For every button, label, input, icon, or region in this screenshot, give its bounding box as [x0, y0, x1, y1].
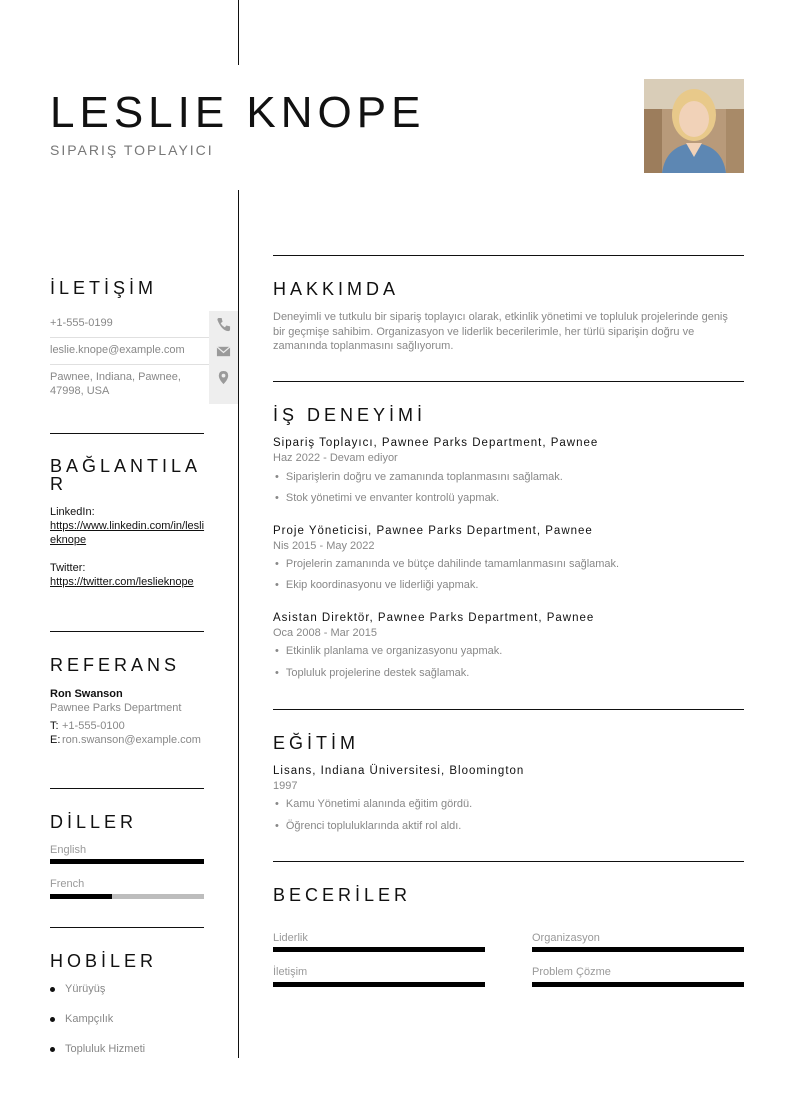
- job-1-bullet: • Siparişlerin doğru ve zamanında toplanmasını sağlamak.: [275, 471, 563, 483]
- phone-icon: [216, 317, 231, 332]
- skill-problem-solving-fill: [532, 982, 744, 987]
- profile-photo: [644, 79, 744, 173]
- skill-organization-fill: [532, 947, 744, 952]
- contact-separator: [50, 337, 209, 338]
- section-divider: [50, 433, 204, 434]
- job-3-date: Oca 2008 - Mar 2015: [273, 627, 377, 639]
- mail-icon: [216, 344, 231, 359]
- contact-email: leslie.knope@example.com: [50, 344, 185, 356]
- job-3-title: Asistan Direktör, Pawnee Parks Department, Pawnee: [273, 612, 595, 624]
- job-2-bullet: • Ekip koordinasyonu ve liderliği yapmak.: [275, 579, 478, 591]
- reference-email-label: E:: [50, 734, 61, 746]
- reference-name: Ron Swanson: [50, 688, 123, 700]
- linkedin-label: LinkedIn:: [50, 506, 95, 518]
- education-year: 1997: [273, 780, 298, 792]
- language-french-label: French: [50, 878, 85, 890]
- education-bullet: • Öğrenci topluluklarında aktif rol aldı.: [275, 820, 461, 832]
- reference-phone: +1-555-0100: [62, 720, 125, 732]
- language-french-bar: [50, 894, 204, 899]
- references-heading: REFERANS: [50, 655, 181, 675]
- job-1-title: Sipariş Toplayıcı, Pawnee Parks Department, Pawnee: [273, 437, 599, 449]
- skill-leadership-fill: [273, 947, 485, 952]
- education-heading: EĞİTİM: [273, 733, 359, 753]
- contact-icon-column: [209, 311, 238, 404]
- bullet-icon: [50, 1017, 55, 1022]
- twitter-link[interactable]: https://twitter.com/leslieknope: [50, 576, 194, 588]
- about-heading: HAKKIMDA: [273, 279, 400, 299]
- language-french-fill: [50, 894, 112, 899]
- hobby-item: Yürüyüş: [50, 983, 105, 995]
- contact-address: Pawnee, Indiana, Pawnee, 47998, USA: [50, 371, 181, 397]
- experience-heading: İŞ DENEYİMİ: [273, 405, 427, 425]
- job-2-date: Nis 2015 - May 2022: [273, 540, 375, 552]
- skill-communication-label: İletişim: [273, 966, 308, 978]
- job-1-date: Haz 2022 - Devam ediyor: [273, 452, 398, 464]
- hobby-item: Kampçılık: [50, 1013, 113, 1025]
- bullet-icon: [50, 1047, 55, 1052]
- twitter-label: Twitter:: [50, 562, 86, 574]
- skill-communication-fill: [273, 982, 485, 987]
- section-divider: [273, 255, 744, 256]
- job-3-bullet: • Etkinlik planlama ve organizasyonu yapmak.: [275, 645, 502, 657]
- contact-phone: +1-555-0199: [50, 317, 113, 329]
- skill-problem-solving-bar: [532, 982, 744, 987]
- skill-problem-solving-label: Problem Çözme: [532, 966, 611, 978]
- top-divider-line: [238, 0, 239, 65]
- hobbies-heading: HOBİLER: [50, 951, 158, 971]
- language-english-fill: [50, 859, 204, 864]
- language-english-label: English: [50, 844, 87, 856]
- education-bullet: • Kamu Yönetimi alanında eğitim gördü.: [275, 798, 472, 810]
- job-2-title: Proje Yöneticisi, Pawnee Parks Department, Pawnee: [273, 525, 593, 537]
- about-text: Deneyimli ve tutkulu bir sipariş toplayıcı olarak, etkinlik yönetimi ve topluluk projelerinde geniş bir geçmişe sahibim. Organizasyon ve liderlik becerilerimle, her türlü siparişin doğru ve zamanında toplanmasını sağlıyorum.: [273, 311, 728, 352]
- reference-phone-label: T:: [50, 720, 59, 732]
- reference-email: ron.swanson@example.com: [62, 734, 201, 746]
- candidate-name: LESLIE KNOPE: [50, 88, 426, 137]
- job-title: SIPARIŞ TOPLAYICI: [50, 142, 214, 158]
- section-divider: [273, 861, 744, 862]
- bullet-icon: [50, 987, 55, 992]
- skill-organization-label: Organizasyon: [532, 932, 600, 944]
- section-divider: [50, 631, 204, 632]
- skill-communication-bar: [273, 982, 485, 987]
- reference-company: Pawnee Parks Department: [50, 702, 182, 714]
- section-divider: [273, 709, 744, 710]
- location-pin-icon: [216, 370, 231, 385]
- skill-organization-bar: [532, 947, 744, 952]
- hobby-item: Topluluk Hizmeti: [50, 1043, 145, 1055]
- job-2-bullet: • Projelerin zamanında ve bütçe dahilinde tamamlanmasını sağlamak.: [275, 558, 619, 570]
- contact-separator: [50, 364, 209, 365]
- education-degree: Lisans, Indiana Üniversitesi, Bloomington: [273, 765, 525, 777]
- linkedin-link[interactable]: https://www.linkedin.com/in/leslieknope: [50, 520, 205, 546]
- links-heading: BAĞLANTILAR: [50, 456, 202, 494]
- languages-heading: DİLLER: [50, 812, 138, 832]
- section-divider: [50, 788, 204, 789]
- section-divider: [50, 927, 204, 928]
- column-divider-line: [238, 190, 239, 1058]
- skills-heading: BECERİLER: [273, 885, 412, 905]
- contact-heading: İLETİŞİM: [50, 278, 158, 298]
- job-3-bullet: • Topluluk projelerine destek sağlamak.: [275, 667, 469, 679]
- language-english-bar: [50, 859, 204, 864]
- job-1-bullet: • Stok yönetimi ve envanter kontrolü yapmak.: [275, 492, 499, 504]
- section-divider: [273, 381, 744, 382]
- skill-leadership-bar: [273, 947, 485, 952]
- skill-leadership-label: Liderlik: [273, 932, 308, 944]
